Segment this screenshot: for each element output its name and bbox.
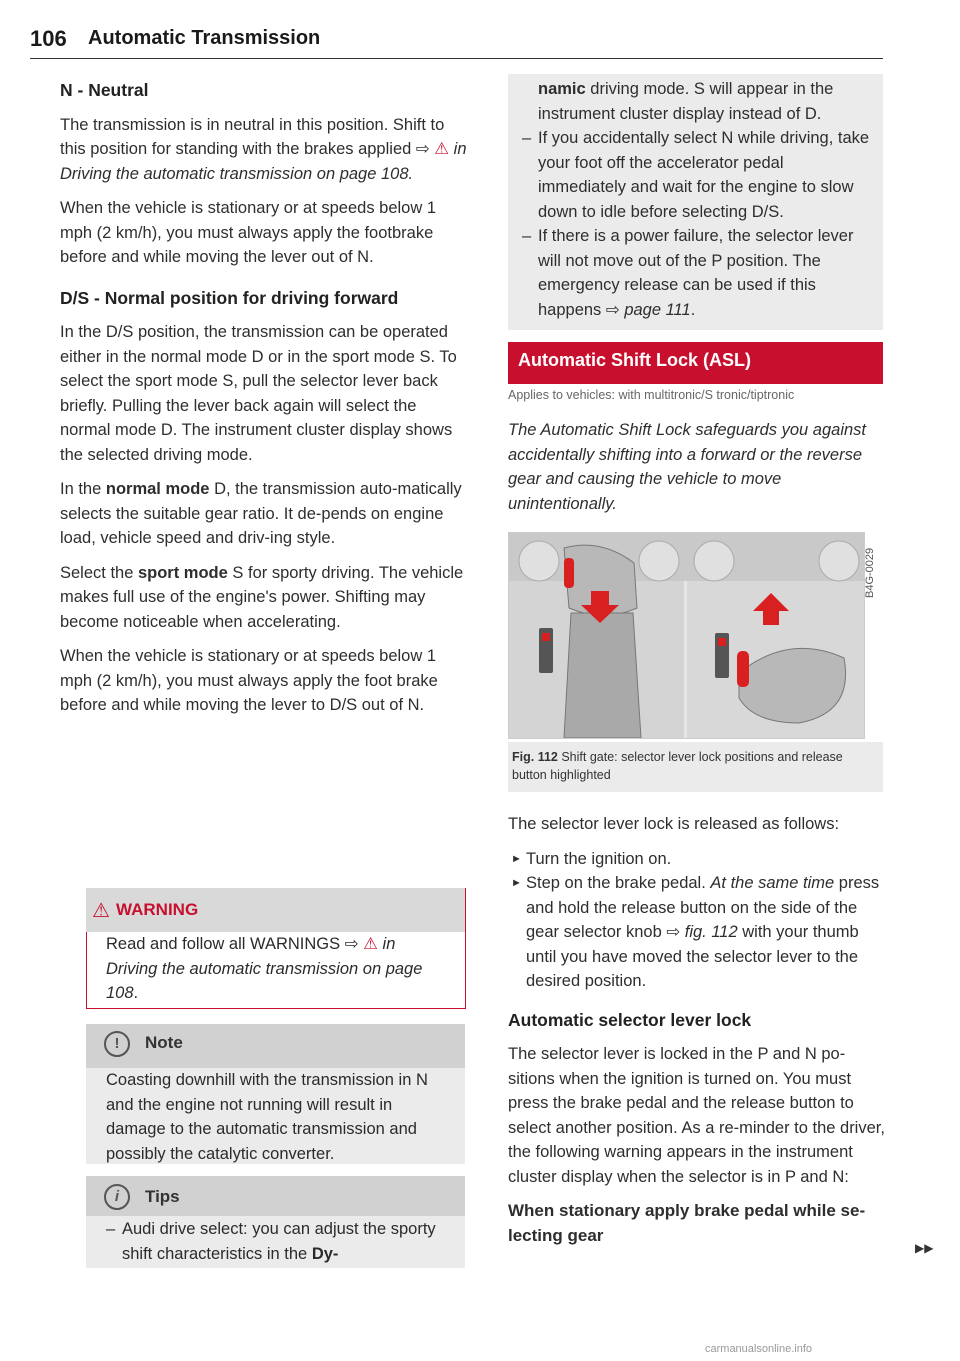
header-divider bbox=[30, 58, 883, 59]
release-button-right bbox=[737, 651, 749, 687]
warning-inline-icon: ⚠ bbox=[363, 935, 378, 953]
figure-caption bbox=[512, 748, 872, 784]
lock-paragraph: The selector lever is locked in the P and N po-sitions when the ignition is turned on. You must press the brake pedal and the release button to select another position. As a re-minder to the driver, the following warning appears in the instrument cluster display when the selector is in P and N: bbox=[508, 1045, 885, 1186]
ds-paragraph-3 bbox=[60, 561, 468, 635]
lock-heading: Automatic selector lever lock bbox=[508, 1009, 752, 1030]
dash-mark: – bbox=[522, 227, 532, 245]
neutral-paragraph-2: When the vehicle is stationary or at speeds below 1 mph (2 km/h), you must always apply the footbrake before and while moving the lever out of N. bbox=[60, 199, 437, 266]
gear-boot-left bbox=[564, 613, 641, 738]
warning-triangle-icon: ⚠ bbox=[434, 140, 450, 158]
figure-code: B4G-0029 bbox=[864, 547, 876, 599]
applies-to: Applies to vehicles: with multitronic/S tronic/tiptronic bbox=[508, 388, 795, 402]
ds-p3-a: Select the bbox=[60, 563, 138, 582]
neutral-heading: N - Neutral bbox=[60, 80, 149, 100]
dash-mark: – bbox=[106, 1220, 116, 1238]
info-icon: i bbox=[104, 1184, 130, 1210]
warning-text-c: . bbox=[133, 984, 139, 1002]
tips-bullet-1 bbox=[522, 126, 872, 224]
gate-indicator-left-red bbox=[542, 633, 550, 641]
tips-bullet-2-c: . bbox=[690, 300, 696, 319]
ds-p3-bold: sport mode bbox=[137, 563, 228, 582]
ds-p2-c: D, the transmission auto-matically selects the suitable gear ratio. It de-pends on engine load, vehicle speed and driv-ing style. bbox=[60, 480, 462, 547]
step-2-c: press and hold the release button on the side of the gear selector knob ⇨ bbox=[526, 874, 880, 941]
warning-triangle-icon: ⚠ bbox=[92, 900, 110, 922]
tips-cont-text: driving mode. S will appear in the instrument cluster display instead of D. bbox=[538, 80, 834, 123]
tips-cont-line bbox=[522, 77, 872, 126]
continue-arrow-icon: ▶▶ bbox=[915, 1241, 934, 1255]
warning-text bbox=[106, 932, 451, 1006]
gate-indicator-right-red bbox=[718, 638, 726, 646]
warning-title: WARNING bbox=[116, 900, 199, 919]
figure-label: Fig. 112 bbox=[512, 750, 558, 764]
left-column bbox=[60, 78, 468, 728]
warning-text-a: Read and follow all WARNINGS ⇨ bbox=[106, 935, 364, 953]
note-header bbox=[86, 1024, 465, 1068]
right-body bbox=[508, 812, 888, 1248]
tips-bullet-2-a: If there is a power failure, the selector lever will not move out of the P position. The emergency release can be used if this happens ⇨ bbox=[538, 227, 854, 319]
note-text: Coasting downhill with the transmission in N and the engine not running will result in damage to the automatic transmission and possibly the catalytic converter. bbox=[106, 1071, 428, 1163]
warning-ref[interactable]: in Driving the automatic transmission on page 108 bbox=[106, 935, 423, 1002]
tips-title: Tips bbox=[145, 1187, 180, 1206]
tips-text-a: Audi drive select: you can adjust the sporty shift characteristics in the bbox=[122, 1220, 436, 1263]
warning-message: When stationary apply brake pedal while se-lecting gear bbox=[508, 1201, 866, 1245]
neutral-p1-text: The transmission is in neutral in this position. Shift to this position for standing with the brakes applied ⇨ bbox=[60, 115, 445, 158]
tips-bullet-1-text: If you accidentally select N while driving, take your foot off the accelerator pedal immediately and wait for the engine to slow down to idle before selecting D/S. bbox=[538, 129, 870, 221]
step-1 bbox=[508, 847, 888, 872]
ds-p2-a: In the bbox=[60, 480, 106, 498]
left-knob-bg bbox=[519, 541, 559, 581]
ds-p2-bold: normal mode bbox=[105, 480, 210, 498]
neutral-p1-ref[interactable]: in Driving the automatic transmission on page 108. bbox=[60, 140, 467, 183]
watermark: carmanualsonline.info bbox=[705, 1343, 813, 1355]
dash-mark: – bbox=[522, 129, 532, 147]
left-knob-bg-2 bbox=[639, 541, 679, 581]
step-2-a: Step on the brake pedal. bbox=[526, 874, 711, 892]
tips-bullet-2-ref[interactable]: page 111 bbox=[624, 300, 691, 319]
ds-paragraph-1: In the D/S position, the transmission can be operated either in the normal mode D or in the sport mode S. To select the sport mode S, pull the selector lever back briefly. Pulling the lever back again will select the normal mode D. The instrument cluster display shows the selected driving mode. bbox=[60, 323, 457, 464]
page-title: Automatic Transmission bbox=[88, 27, 321, 49]
right-knob-bg-2 bbox=[819, 541, 859, 581]
figure-112 bbox=[508, 532, 865, 739]
tips-text-bold: Dy- bbox=[311, 1244, 339, 1263]
ds-p3-c: S for sporty driving. The vehicle makes full use of the engine's power. Shifting may become noticeable when accelerating. bbox=[60, 563, 464, 631]
dashboard-strip bbox=[509, 533, 864, 581]
triangle-bullet-icon: ► bbox=[511, 852, 522, 865]
release-intro: The selector lever lock is released as follows: bbox=[508, 815, 840, 833]
ds-heading: D/S - Normal position for driving forward bbox=[60, 287, 399, 308]
step-2-fig-ref[interactable]: fig. 112 bbox=[684, 923, 738, 941]
right-knob-bg bbox=[694, 541, 734, 581]
ds-paragraph-4: When the vehicle is stationary or at speeds below 1 mph (2 km/h), you must always apply the foot brake before and while moving the lever to D/S out of N. bbox=[60, 647, 438, 714]
figure-caption-text: Shift gate: selector lever lock positions and release button highlighted bbox=[512, 750, 843, 782]
section-title: Automatic Shift Lock (ASL) bbox=[518, 350, 751, 370]
release-button-left bbox=[564, 558, 574, 588]
section-intro: The Automatic Shift Lock safeguards you against accidentally shifting into a forward or the reverse gear and causing the vehicle to move unintentionally. bbox=[508, 421, 867, 513]
ds-paragraph-2 bbox=[60, 477, 468, 551]
note-title: Note bbox=[145, 1033, 183, 1052]
neutral-paragraph-1 bbox=[60, 113, 468, 187]
page-number: 106 bbox=[30, 26, 67, 51]
step-1-text: Turn the ignition on. bbox=[526, 849, 672, 868]
step-2-e: with your thumb until you have moved the selector lever to the desired position. bbox=[526, 923, 859, 990]
step-2 bbox=[508, 871, 888, 994]
exclamation-icon: ! bbox=[104, 1031, 130, 1057]
tips-bullet-2 bbox=[522, 224, 872, 322]
tips-continuation bbox=[522, 77, 872, 322]
tips-header bbox=[86, 1176, 465, 1216]
tips-cont-bold: namic bbox=[538, 80, 586, 98]
tips-text bbox=[106, 1217, 467, 1266]
triangle-bullet-icon: ► bbox=[511, 877, 522, 889]
step-2-italic: At the same time bbox=[710, 874, 835, 892]
shift-gate-illustration bbox=[509, 533, 864, 738]
